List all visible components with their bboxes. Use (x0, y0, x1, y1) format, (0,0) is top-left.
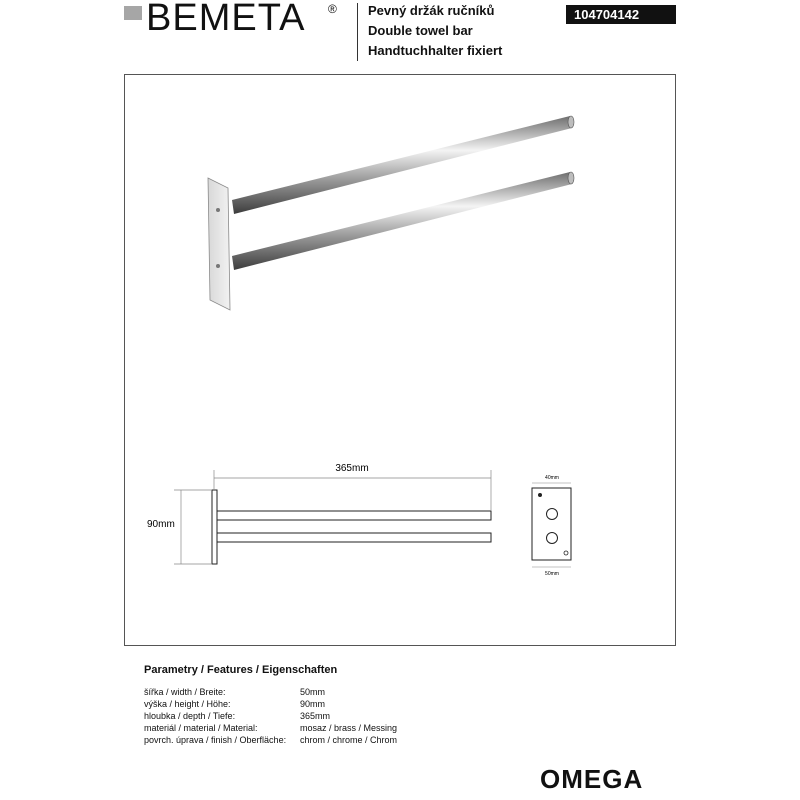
plate-bottom-label: 50mm (545, 571, 559, 577)
rod-lower (232, 172, 574, 270)
product-code: 104704142 (566, 5, 676, 24)
series-name: OMEGA (540, 764, 644, 794)
front-view (532, 483, 571, 567)
feature-value-width: 50mm (300, 687, 326, 697)
side-rod-upper (217, 511, 491, 520)
front-screw-top (538, 493, 542, 497)
feature-value-height: 90mm (300, 699, 326, 709)
screw-lower (216, 264, 220, 268)
side-rod-lower (217, 533, 491, 542)
feature-value-depth: 365mm (300, 711, 331, 721)
title-en: Double towel bar (368, 23, 473, 38)
rod-upper (232, 116, 574, 214)
product-illustration (208, 116, 574, 310)
dimension-height (174, 490, 212, 564)
feature-label-depth: hloubka / depth / Tiefe: (144, 711, 236, 721)
title-de: Handtuchhalter fixiert (368, 43, 503, 58)
feature-label-material: materiál / material / Material: (144, 723, 258, 733)
feature-value-material: mosaz / brass / Messing (300, 723, 398, 733)
side-plate (212, 490, 217, 564)
feature-value-finish: chrom / chrome / Chrom (300, 735, 398, 745)
dimension-length (214, 470, 491, 511)
feature-label-width: šířka / width / Breite: (144, 687, 226, 697)
front-plate (532, 488, 571, 560)
title-cz: Pevný držák ručníků (368, 3, 495, 18)
side-view (212, 490, 491, 564)
height-label: 90mm (147, 519, 175, 530)
feature-label-height: výška / height / Höhe: (144, 699, 231, 709)
screw-upper (216, 208, 220, 212)
wall-plate (208, 178, 230, 310)
brand-logo: BEMETA (146, 0, 306, 39)
features-title: Parametry / Features / Eigenschaften (144, 664, 338, 676)
feature-label-finish: povrch. úprava / finish / Oberfläche: (144, 735, 287, 745)
length-label: 365mm (335, 463, 369, 474)
plate-top-label: 40mm (545, 475, 559, 481)
registered-mark: ® (328, 2, 337, 16)
